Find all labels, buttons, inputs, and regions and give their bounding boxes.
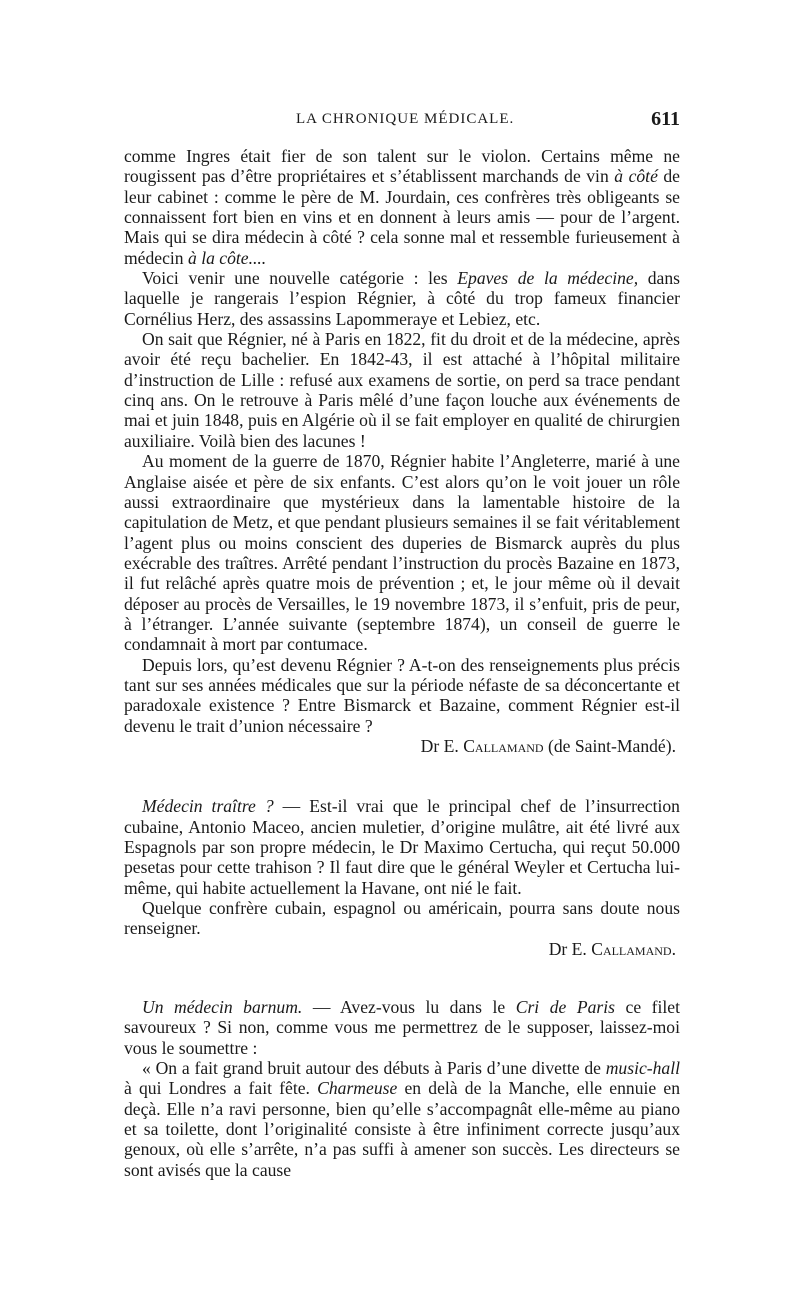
text-run: de leur cabinet : comme le père de M. Jourdain, ces confrères très obligeants se connaissent fort bien en vins et en donnent à leurs amis — pour de l’argent. Mais qui se dira médecin à côté ? cela sonne mal et ressemble furieusement à médecin [124,166,680,268]
italic-run: Epaves de la médecine, [457,268,639,289]
paragraph [124,268,680,329]
text-run: « On a fait grand bruit autour des débuts à Paris d’une divette de [142,1058,606,1079]
text-run: Voici venir une nouvelle catégorie : les [142,268,458,289]
italic-run: Un médecin barnum. [142,997,303,1018]
paragraph: On sait que Régnier, né à Paris en 1822, fit du droit et de la médecine, après avoir été reçu bachelier. En 1842-43, il est attaché à l’hôpital militaire d’instruction de Lille : refusé aux examens de sortie, on perd sa trace pendant cinq ans. On le retrouve à Paris mêlé d’une façon louche aux événements de mai et juin 1848, puis en Algérie où il se fait employer en qualité de chirurgien auxiliaire. Voilà bien des lacunes ! [124,329,680,451]
paragraph: Depuis lors, qu’est devenu Régnier ? A-t-on des renseignements plus précis tant sur ses années médicales que sur la période néfaste de sa déconcertante et paradoxale existence ? Entre Bismarck et Bazaine, comment Régnier est-il devenu le trait d’union nécessaire ? [124,654,680,736]
italic-run: Charmeuse [317,1078,398,1099]
paragraph: Au moment de la guerre de 1870, Régnier habite l’Angleterre, marié à une Anglaise aisée et père de six enfants. C’est alors qu’on le voit jouer un rôle aussi extraordinaire que mystérieux dans la lamentable histoire de la capitulation de Metz, et que pendant plusieurs semaines il se fait véritablement l’agent plus ou moins conscient des duperies de Bismarck auprès du plus exécrable des traîtres. Arrêté pendant l’instruction du procès Bazaine en 1873, il fut relâché après quatre mois de prévention ; et, le jour même où il devait déposer au procès de Versailles, le 19 novembre 1873, il s’enfuit, pris de peur, à l’étranger. L’année suivante (septembre 1874), un conseil de guerre le condamnait à mort par contumace. [124,451,680,655]
body-text [124,146,680,1180]
signature-name: Callamand [463,735,544,756]
paragraph [124,1058,680,1180]
signature-place: (de Saint-Mandé). [543,735,676,756]
signature-title: Dr E. [548,938,592,959]
signature [124,736,680,756]
text-run: en delà de la Manche, elle ennuie en deçà. Elle n’a ravi personne, bien qu’elle s’accompagnât elle-même au piano et sa toilette, dont l’originalité consiste à être infiniment correcte jusqu’aux genoux, où elle s’arrête, n’a pas suffi à amener son succès. Les directeurs se sont avisés que la cause [124,1078,680,1180]
italic-run: music-hall [605,1058,680,1079]
running-title: LA CHRONIQUE MÉDICALE. [296,111,515,127]
signature-title: Dr E. [420,735,464,756]
paragraph [124,796,680,898]
running-head [124,108,680,132]
text-run: — Avez-vous lu dans le [302,997,516,1018]
paragraph [124,146,680,268]
section-gap [124,959,680,997]
italic-run: à côté [614,166,658,187]
paragraph [124,997,680,1058]
italic-run: Médecin traître ? [142,796,274,817]
signature [124,939,680,959]
text-run: à qui Londres a fait fête. [124,1078,318,1099]
page-number: 611 [651,108,680,130]
text-run: ce filet savoureux ? Si non, comme vous me permettrez de le supposer, laissez-moi vous le soumettre : [124,997,681,1058]
paragraph: Quelque confrère cubain, espagnol ou américain, pourra sans doute nous renseigner. [124,898,680,939]
section-gap [124,756,680,796]
italic-run: à la côte.... [188,247,267,268]
text-run: dans laquelle je rangerais l’espion Régnier, à côté du trop fameux financier Cornélius Herz, des assassins Lapommeraye et Lebiez, etc. [124,268,680,329]
italic-run: Cri de Paris [515,997,615,1018]
text-run: comme Ingres était fier de son talent sur le violon. Certains même ne rougissent pas d’être propriétaires et s’établissent marchands de vin [124,146,680,187]
text-run: — Est-il vrai que le principal chef de l’insurrection cubaine, Antonio Maceo, ancien muletier, d’origine mulâtre, ait été livré aux Espagnols par son propre médecin, le Dr Maximo Certucha, qui reçut 50.000 pesetas pour cette trahison ? Il faut dire que le général Weyler et Certucha lui-même, qui habite actuellement la Havane, ont nié le fait. [124,796,680,898]
signature-name: Callamand. [591,938,676,959]
